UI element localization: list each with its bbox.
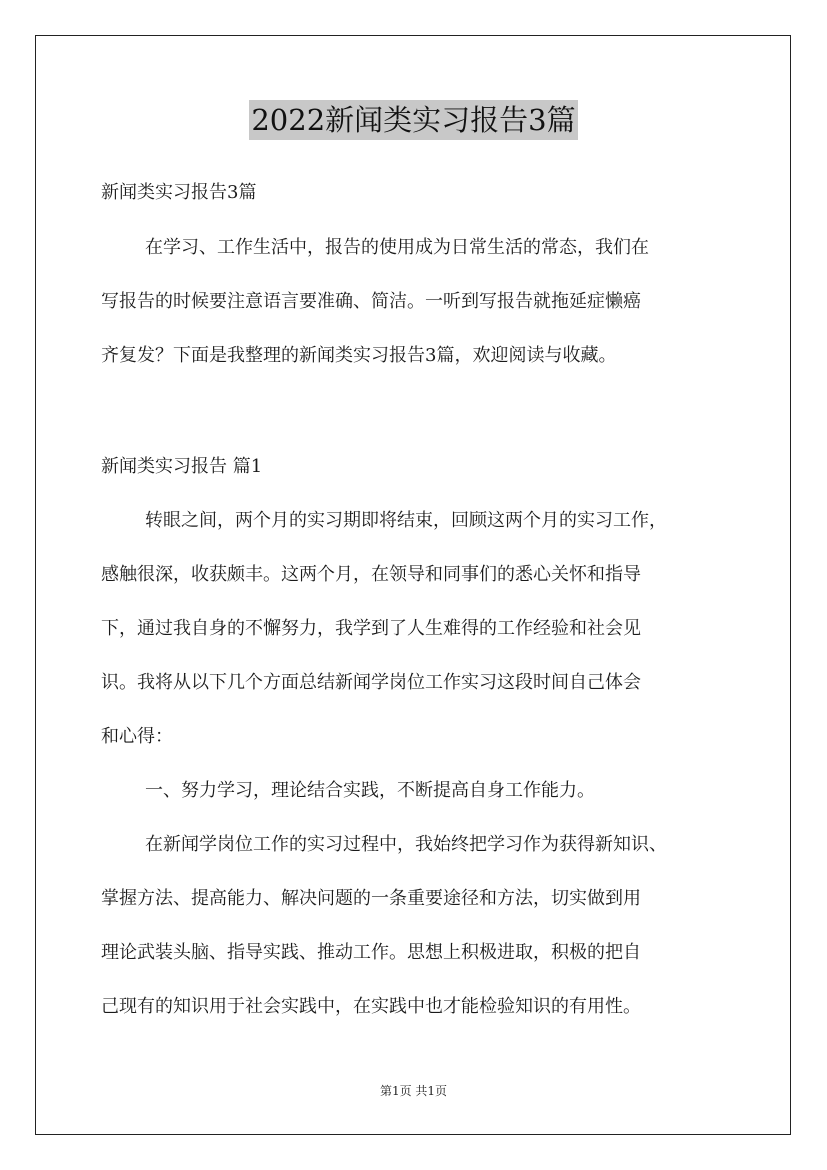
para1-line-5: 和心得： xyxy=(101,726,173,747)
para1-line-1: 转眼之间，两个月的实习期即将结束，回顾这两个月的实习工作， xyxy=(145,510,667,531)
para1-line-4: 识。我将从以下几个方面总结新闻学岗位工作实习这段时间自己体会 xyxy=(101,672,641,693)
para2-line-1: 在新闻学岗位工作的实习过程中，我始终把学习作为获得新知识、 xyxy=(145,834,667,855)
title-container xyxy=(0,100,827,140)
para2-line-3: 理论武装头脑、指导实践、推动工作。思想上积极进取，积极的把自 xyxy=(101,942,641,963)
document-subtitle: 新闻类实习报告3篇 xyxy=(101,182,257,203)
page-footer: 第1页 共1页 xyxy=(379,1084,448,1098)
para1-line-2: 感触很深，收获颇丰。这两个月，在领导和同事们的悉心关怀和指导 xyxy=(101,564,641,585)
point1-heading: 一、努力学习，理论结合实践，不断提高自身工作能力。 xyxy=(145,780,595,801)
para1-line-3: 下，通过我自身的不懈努力，我学到了人生难得的工作经验和社会见 xyxy=(101,618,641,639)
intro-line-3: 齐复发？下面是我整理的新闻类实习报告3篇，欢迎阅读与收藏。 xyxy=(101,345,617,366)
intro-line-1: 在学习、工作生活中，报告的使用成为日常生活的常态，我们在 xyxy=(145,237,649,258)
para2-line-2: 掌握方法、提高能力、解决问题的一条重要途径和方法，切实做到用 xyxy=(101,888,641,909)
section-heading: 新闻类实习报告 篇1 xyxy=(101,456,263,477)
document-title: 2022新闻类实习报告3篇 xyxy=(249,100,577,140)
para2-line-4: 己现有的知识用于社会实践中，在实践中也才能检验知识的有用性。 xyxy=(101,996,641,1017)
intro-line-2: 写报告的时候要注意语言要准确、简洁。一听到写报告就拖延症懒癌 xyxy=(101,291,641,312)
